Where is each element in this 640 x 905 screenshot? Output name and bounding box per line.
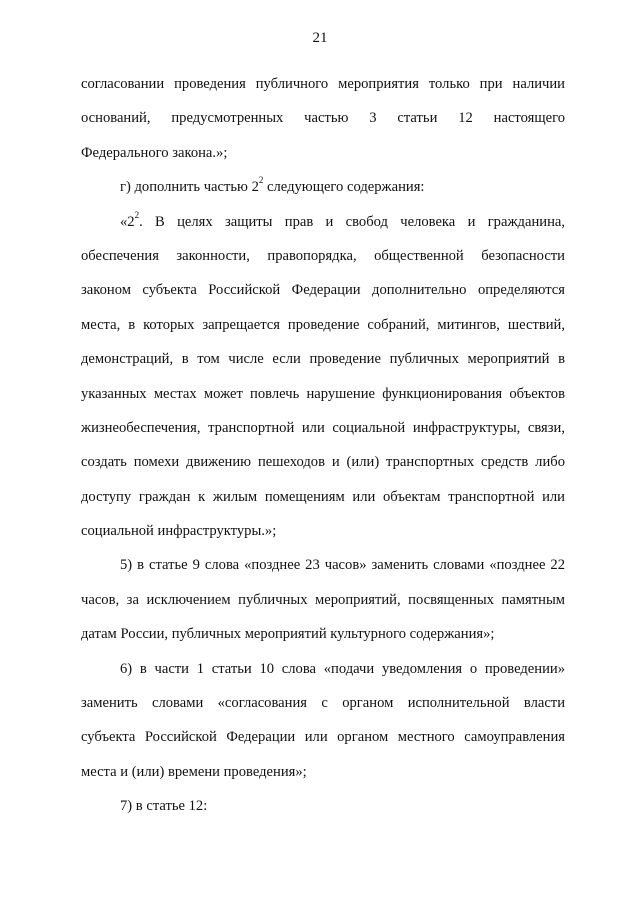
- text-line: жизнеобеспечения, транспортной или социальной инфраструктуры, связи,: [81, 419, 565, 436]
- text-line: обеспечения законности, правопорядка, общественной безопасности: [81, 247, 565, 264]
- superscript: 2: [134, 209, 140, 220]
- text-line: социальной инфраструктуры.»;: [81, 523, 277, 540]
- document-body: [81, 67, 565, 824]
- text-line: оснований, предусмотренных частью 3 статьи 12 настоящего: [81, 110, 565, 127]
- text-line: указанных местах может повлечь нарушение функционирования объектов: [81, 385, 565, 402]
- text-line: заменить словами «согласования с органом исполнительной власти: [81, 695, 565, 712]
- superscript: 2: [258, 175, 264, 186]
- text-line: Федерального закона.»;: [81, 144, 228, 161]
- text-line: датам России, публичных мероприятий культурного содержания»;: [81, 626, 495, 643]
- text-fragment: следующего содержания:: [263, 179, 425, 196]
- text-line: места и (или) времени проведения»;: [81, 763, 307, 780]
- text-line: субъекта Российской Федерации или органом местного самоуправления: [81, 729, 565, 746]
- text-line-with-superscript: [81, 170, 565, 204]
- text-fragment: г) дополнить частью 2: [120, 179, 259, 196]
- text-line: 5) в статье 9 слова «позднее 23 часов» заменить словами «позднее 22: [120, 557, 565, 574]
- text-fragment: «2: [120, 213, 135, 230]
- text-line: демонстраций, в том числе если проведение публичных мероприятий в: [81, 351, 565, 368]
- text-line: 6) в части 1 статьи 10 слова «подачи уведомления о проведении»: [120, 660, 565, 677]
- text-line: места, в которых запрещается проведение собраний, митингов, шествий,: [81, 316, 565, 333]
- page-number: 21: [312, 30, 328, 46]
- text-line: доступу граждан к жилым помещениям или объектам транспортной или: [81, 488, 565, 505]
- text-line: часов, за исключением публичных мероприятий, посвященных памятным: [81, 591, 565, 608]
- text-fragment: . В целях защиты прав и свобод человека и гражданина,: [139, 213, 565, 230]
- text-line: согласовании проведения публичного мероприятия только при наличии: [81, 76, 565, 92]
- text-line: создать помехи движению пешеходов и (или) транспортных средств либо: [81, 454, 565, 471]
- text-line: 7) в статье 12:: [120, 798, 208, 815]
- text-line: законом субъекта Российской Федерации дополнительно определяются: [81, 282, 565, 299]
- text-line-with-superscript: [81, 205, 565, 239]
